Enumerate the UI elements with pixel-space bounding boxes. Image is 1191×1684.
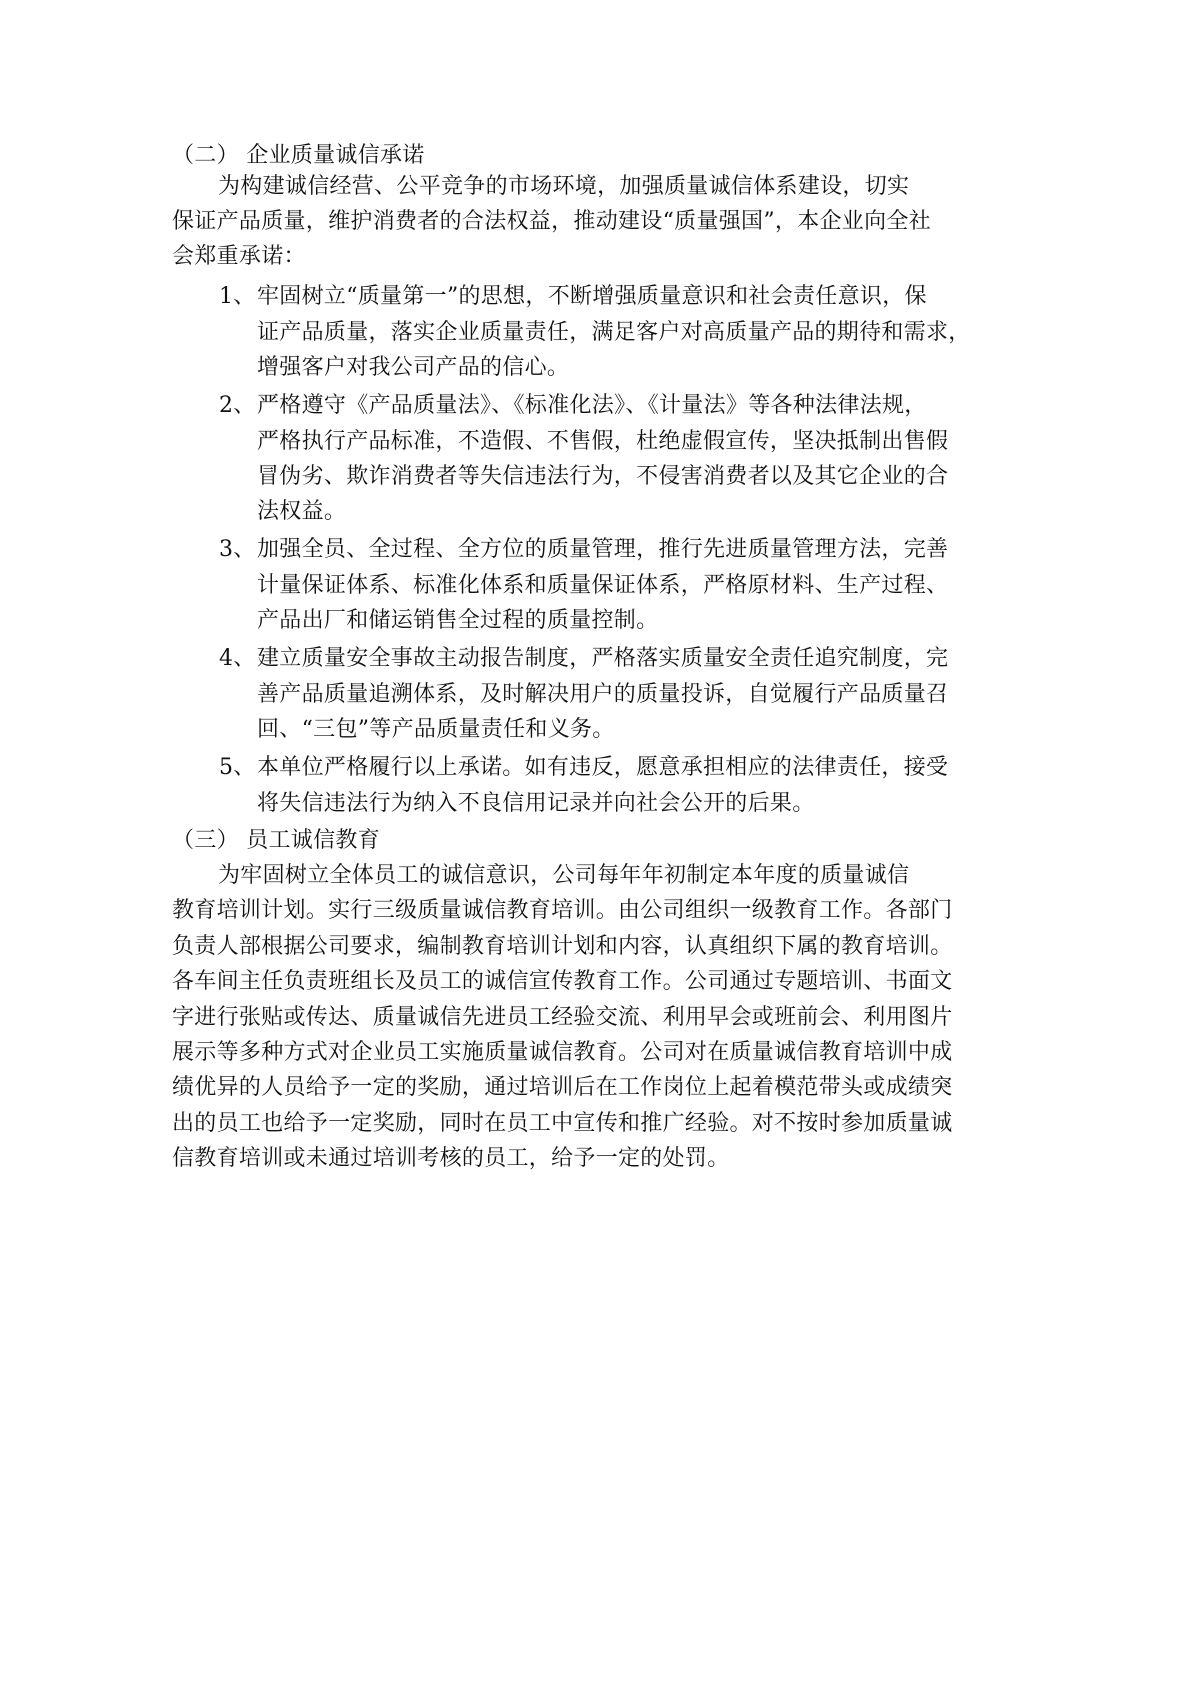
section-heading-commitment: （二） 企业质量诚信承诺 [172, 143, 425, 168]
item-number: 2、 [219, 393, 256, 418]
item-line: 善产品质量追溯体系，及时解决用户的质量投诉，自觉履行产品质量召 [257, 682, 949, 707]
body-line: 为牢固树立全体员工的诚信意识，公司每年年初制定本年度的质量诚信 [218, 863, 910, 888]
item-line: 严格遵守《产品质量法》、《标准化法》、《计量法》等各种法律法规， [257, 393, 927, 418]
intro-line: 会郑重承诺： [172, 244, 306, 269]
body-line: 绩优异的人员给予一定的奖励，通过培训后在工作岗位上起着模范带头或成绩突 [172, 1075, 953, 1100]
item-number: 3、 [219, 537, 256, 562]
item-line: 产品出厂和储运销售全过程的质量控制。 [257, 608, 659, 633]
item-line: 加强全员、全过程、全方位的质量管理，推行先进质量管理方法，完善 [257, 537, 949, 562]
body-line: 教育培训计划。实行三级质量诚信教育培训。由公司组织一级教育工作。各部门 [172, 898, 953, 923]
item-line: 冒伪劣、欺诈消费者等失信违法行为，不侵害消费者以及其它企业的合 [257, 464, 949, 489]
body-line: 负责人部根据公司要求，编制教育培训计划和内容，认真组织下属的教育培训。 [172, 934, 953, 959]
section-heading-education: （三） 员工诚信教育 [172, 828, 380, 853]
item-number: 1、 [219, 284, 256, 309]
body-line: 字进行张贴或传达、质量诚信先进员工经验交流、利用早会或班前会、利用图片 [172, 1005, 953, 1030]
body-line: 展示等多种方式对企业员工实施质量诚信教育。公司对在质量诚信教育培训中成 [172, 1040, 953, 1065]
item-number: 5、 [219, 755, 256, 780]
intro-line: 为构建诚信经营、公平竞争的市场环境，加强质量诚信体系建设，切实 [218, 174, 910, 199]
item-line: 严格执行产品标准，不造假、不售假，杜绝虚假宣传，坚决抵制出售假 [257, 429, 949, 454]
item-line: 法权益。 [257, 499, 347, 524]
item-line: 本单位严格履行以上承诺。如有违反，愿意承担相应的法律责任，接受 [257, 755, 949, 780]
item-number: 4、 [219, 646, 256, 671]
body-line: 各车间主任负责班组长及员工的诚信宣传教育工作。公司通过专题培训、书面文 [172, 969, 953, 994]
body-line: 信教育培训或未通过培训考核的员工，给予一定的处罚。 [172, 1146, 730, 1171]
item-line: 证产品质量，落实企业质量责任，满足客户对高质量产品的期待和需求， [257, 320, 971, 345]
body-line: 出的员工也给予一定奖励，同时在员工中宣传和推广经验。对不按时参加质量诚 [172, 1111, 953, 1136]
item-line: 回、“三包”等产品质量责任和义务。 [257, 717, 615, 742]
item-line: 建立质量安全事故主动报告制度，严格落实质量安全责任追究制度，完 [257, 646, 949, 671]
item-line: 将失信违法行为纳入不良信用记录并向社会公开的后果。 [257, 791, 815, 816]
item-line: 计量保证体系、标准化体系和质量保证体系，严格原材料、生产过程、 [257, 573, 949, 598]
item-line: 增强客户对我公司产品的信心。 [257, 355, 570, 380]
item-line: 牢固树立“质量第一”的思想，不断增强质量意识和社会责任意识，保 [257, 284, 927, 309]
intro-line: 保证产品质量，维护消费者的合法权益，推动建设“质量强国”，本企业向全社 [172, 209, 931, 234]
